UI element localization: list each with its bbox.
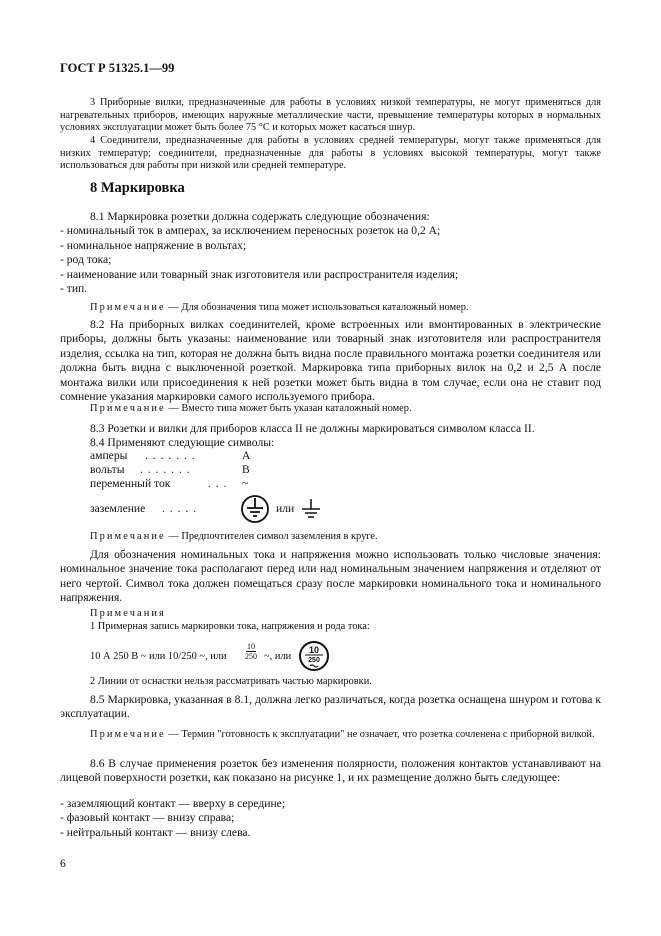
document-header: ГОСТ Р 51325.1—99 [60,61,175,75]
clause-8-1-intro: 8.1 Маркировка розетки должна содержать следующие обозначения: [90,210,430,223]
clause-8-5: 8.5 Маркировка, указанная в 8.1, должна легко различаться, когда розетка оснащена шнуром и готова к эксплуатации. [60,693,601,721]
symbol-row-volts [90,463,250,477]
notes-heading: Примечания [90,608,166,619]
list-item: - нейтральный контакт — внизу слева. [60,825,251,839]
note-label: Примечание [90,302,166,313]
note-text: — Для обозначения типа может использоваться каталожный номер. [165,302,469,313]
or-label: или [276,502,295,515]
notes-item-1: 1 Примерная запись маркировки тока, напряжения и рода тока: [90,621,370,632]
circle-bottom-value: 250 [308,657,320,664]
clause-8-4: 8.4 Применяют следующие символы: [90,436,275,449]
list-item: - номинальный ток в амперах, за исключением переносных розеток на 0,2 А; [60,224,441,238]
symbol-dots: . . . . . . . [145,449,196,462]
note-label: Примечание [90,403,166,414]
symbol-dots: . . . . . . . [140,463,191,476]
example-text-2: ~, или [264,651,292,662]
symbol-name: заземление [90,502,146,515]
clause-8-6: 8.6 В случае применения розеток без изменения полярности, положения контактов устанавливают на лицевой поверхности розетки, как показано на рисунке 1, и их размещение должно быть следующее: [60,757,601,785]
fraction-numerator: 10 [247,642,255,651]
symbol-name: вольты [90,463,125,476]
marking-example [90,640,350,674]
note-text: — Предпочтителен символ заземления в круге. [165,531,378,542]
symbol-row-amperes [90,449,251,463]
list-item: - род тока; [60,253,112,267]
symbol-row-ac [90,477,249,491]
note-2 [90,402,412,415]
list-item: - фазовый контакт — внизу справа; [60,811,235,825]
clause-8-6-list [60,797,285,840]
note-text: — Вместо типа может быть указан каталожный номер. [165,403,412,414]
symbol-value: В [242,463,250,476]
page-number: 6 [60,858,66,870]
clause-8-2: 8.2 На приборных вилках соединителей, кроме встроенных или вмонтированных в электрические приборы, должны быть указаны: наименование или товарный знак изготовителя или распространителя изделия, ссылка на тип, которая не должна быть видна после правильного монтажа розетки соединителя или должна быть видна с выключенной розеткой. Маркировка типа приборных вилок на 0,2 и 2,5 А после монтажа вилки или присоединения к ней розетки может быть видна в том случае, если она не ставит под сомнение указания маркировки самого используемого прибора. [60,318,601,404]
clause-8-1 [60,210,601,296]
earth-symbol-icon [300,498,322,520]
symbol-name: амперы [90,449,128,462]
list-item: - тип. [60,282,88,296]
note-label: Примечание [90,729,166,740]
symbol-value: А [242,449,251,462]
list-item: - номинальное напряжение в вольтах; [60,238,247,252]
list-item: - заземляющий контакт — вверху в середине; [60,797,286,810]
symbol-row-earth [90,494,350,528]
list-item: - наименование или товарный знак изготовителя или распространителя изделия; [60,267,459,281]
paragraph-nominal: Для обозначения номинальных тока и напряжения можно использовать только числовые значения: номинальное значение тока располагают перед или над номинальным значением напряжения и отделяют от него чертой. Символ тока должен помещаться сразу после маркировки номинального тока и номинального напряжения. [60,548,601,605]
paragraph-note-4: 4 Соединители, предназначенные для работы в условиях средней температуры, могут также применяться для низких температур; соединители, предназначенные для работы в условиях высокой температуры, могут также использоваться для работы при низкой или средней температуре. [60,135,601,172]
clause-8-3: 8.3 Розетки и вилки для приборов класса II не должны маркироваться символом класса II. [90,422,535,435]
notes-item-2: 2 Линии от оснастки нельзя рассматривать частью маркировки. [90,676,372,687]
note-label: Примечание [90,531,166,542]
section-title: 8 Маркировка [90,180,185,196]
fraction-denominator: 250 [245,652,257,661]
fraction [245,642,257,661]
symbol-dots: . . . . . [162,502,198,515]
note-3 [90,530,378,543]
circled-rating-icon [298,640,330,672]
protective-earth-circle-icon [240,494,270,524]
note-4 [60,728,601,741]
circle-top-value: 10 [308,645,320,655]
example-text: 10 А 250 В ~ или 10/250 ~, или [90,651,227,662]
symbol-name: переменный ток [90,477,171,490]
note-1 [90,301,469,314]
symbol-value: ~ [242,477,249,490]
note-text: — Термин "готовность к эксплуатации" не означает, что розетка сочленена с приборной вилкой. [165,729,595,740]
symbol-dots: . . . [208,477,228,490]
paragraph-note-3: 3 Приборные вилки, предназначенные для работы в условиях низкой температуры, не могут применяться для нагревательных приборов, имеющих наружные металлические части, превышение температуры которых в нормальных условиях эксплуатации может быть более 75 °С и которых может касаться шнур. [60,97,601,134]
